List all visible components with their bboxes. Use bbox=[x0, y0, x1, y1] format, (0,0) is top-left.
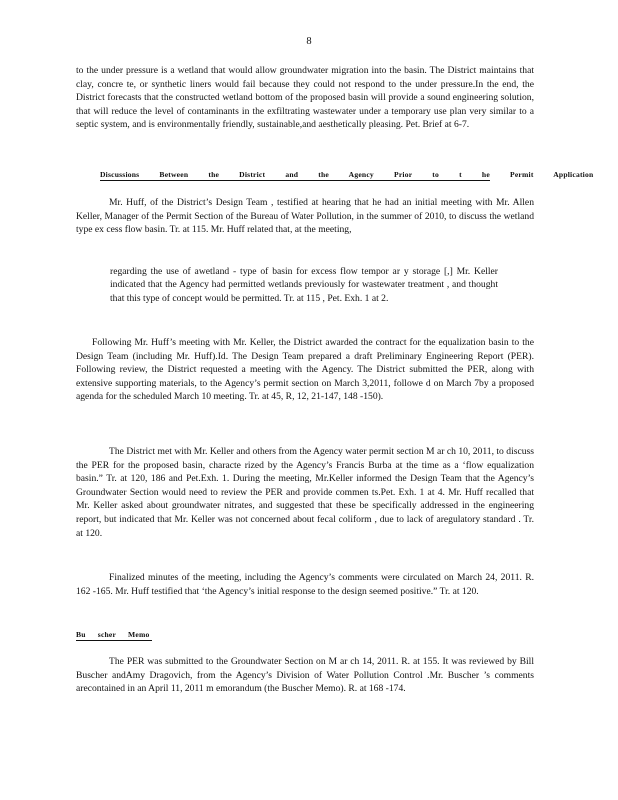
block-quote-keller: regarding the use of awetland - type of basin for excess flow tempor ar y storage [,] Mr. Keller indicated that the Agency had permitted wetlands previously for wastewater treatment , and thought that this type of concept would be permitted. Tr. at 115 , Pet. Exh. 1 at 2. bbox=[110, 266, 498, 304]
section-heading-buscher-memo: Bu scher Memo bbox=[76, 630, 152, 641]
paragraph-per-submitted: The PER was submitted to the Groundwater Section on M ar ch 14, 2011. R. at 155. It was reviewed by Bill Buscher andAmy Dragovich, from the Agency’s Division of Water Pollution Control .Mr. Buscher ’s comments arecontained in an April 11, 2011 m emorandum (the Buscher Memo). R. at 168 -174. bbox=[76, 656, 534, 695]
paragraph-design-team-contract: Following Mr. Huff’s meeting with Mr. Keller, the District awarded the contract for the equalization basin to the Design Team (including Mr. Huff).Id. The Design Team prepared a draft Preliminary Engineering Report (PER). Following review, the District requested a meeting with the Agency. The District submitted the PER, along with extensive supporting materials, to the Agency’s permit section on March 3,2011, followe d on March 7by a proposed agenda for the scheduled March 10 meeting. Tr. at 45, R, 12, 21-147, 148 -150). bbox=[76, 337, 534, 403]
paragraph-finalized-minutes: Finalized minutes of the meeting, including the Agency’s comments were circulated on March 24, 2011. R. 162 -165. Mr. Huff testified that ‘the Agency’s initial response to the design seemed positive.” Tr. at 120. bbox=[76, 572, 534, 597]
paragraph-march-meeting: The District met with Mr. Keller and others from the Agency water permit section M ar ch 10, 2011, to discuss the PER for the proposed basin, characte rized by the Agency’s Francis Burba at the time as a ‘flow equalization basin.” Tr. at 120, 186 and Pet.Exh. 1. During the meeting, Mr.Keller informed the Design Team that the Agency’s Groundwater Section would need to review the PER and provide commen ts.Pet. Exh. 1 at 4. Mr. Huff recalled that Mr. Keller asked about groundwater nitrates, and suggested that these be specifically addressed in the engineering report, but indicated that Mr. Keller was not concerned about fecal coliform , due to lack of aregulatory standard . Tr. at 120. bbox=[76, 446, 534, 539]
page-number: 8 bbox=[306, 36, 312, 47]
paragraph-huff-testimony: Mr. Huff, of the District’s Design Team , testified at hearing that he had an initial meeting with Mr. Allen Keller, Manager of the Permit Section of the Bureau of Water Pollution, in the summer of 2010, to discuss the wetland type ex cess flow basin. Tr. at 115. Mr. Huff related that, at the meeting, bbox=[76, 197, 534, 236]
paragraph-district-brief: to the under pressure is a wetland that would allow groundwater migration into the basin. The District maintains that clay, concre te, or synthetic liners would fail because they could not respond to the under pressure.In the end, the District forecasts that the constructed wetland bottom of the proposed basin will provide a sound engineering solution, that will reduce the level of contaminants in the exfiltrating wastewater under a temporary use plan very similar to a septic system, and is environmentally friendly, sustainable,and aesthetically pleasing. Pet. Brief at 6-7. bbox=[76, 65, 534, 131]
section-heading-discussions: Discussions Between the District and the Agency Prior to t he Permit Application bbox=[100, 170, 594, 179]
